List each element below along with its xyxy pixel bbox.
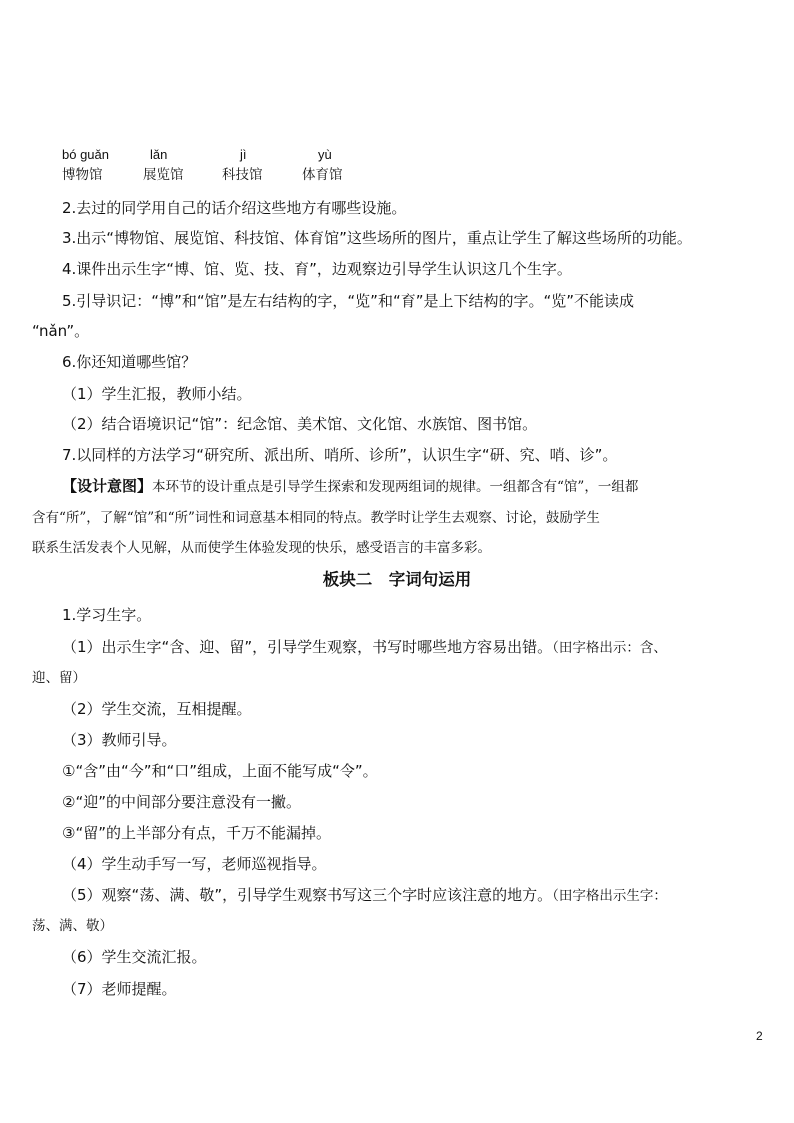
pinyin-bo-guan: bó guǎn xyxy=(62,147,109,162)
step-3: 3.出示“博物馆、展览馆、科技馆、体育馆”这些场所的图片，重点让学生了解这些场所的功能。 xyxy=(62,229,692,247)
step-7: 7.以同样的方法学习“研究所、派出所、哨所、诊所”，认识生字“研、究、哨、诊”。 xyxy=(62,446,618,464)
b2-step-1-5-note-cont: 荡、满、敬） xyxy=(32,918,113,934)
step-2: 2.去过的同学用自己的话介绍这些地方有哪些设施。 xyxy=(62,199,407,217)
b2-step-1-2: （2）学生交流，互相提醒。 xyxy=(62,700,252,718)
section-heading: 板块二 字词句运用 xyxy=(322,570,472,589)
b2-step-1-7: （7）老师提醒。 xyxy=(62,980,177,998)
pinyin-ji: jì xyxy=(240,147,247,162)
design-intent-line-1 xyxy=(62,476,638,497)
pinyin-yu: yù xyxy=(318,147,332,162)
word-zhanlanguan: 展览馆 xyxy=(143,167,184,183)
b2-step-1-1-text: （1）出示生字“含、迎、留”，引导学生观察，书写时哪些地方容易出错。 xyxy=(62,638,553,656)
b2-circle-2: ②“迎”的中间部分要注意没有一撇。 xyxy=(62,793,301,811)
b2-circle-3: ③“留”的上半部分有点，千万不能漏掉。 xyxy=(62,824,331,842)
word-kejiguan: 科技馆 xyxy=(222,167,263,183)
design-intent-line-3: 联系生活发表个人见解，从而使学生体验发现的快乐，感受语言的丰富多彩。 xyxy=(32,540,491,556)
step-6-2: （2）结合语境识记“馆”：纪念馆、美术馆、文化馆、水族馆、图书馆。 xyxy=(62,415,538,433)
page-number: 2 xyxy=(756,1029,763,1043)
step-5-line-1: 5.引导识记：“博”和“馆”是左右结构的字，“览”和“育”是上下结构的字。“览”不能读成 xyxy=(62,292,635,310)
b2-circle-1: ①“含”由“今”和“口”组成，上面不能写成“令”。 xyxy=(62,762,378,780)
step-6: 6.你还知道哪些馆？ xyxy=(62,353,197,371)
b2-step-1-5-text: （5）观察“荡、满、敬”，引导学生观察书写这三个字时应该注意的地方。 xyxy=(62,886,553,904)
b2-step-1-3: （3）教师引导。 xyxy=(62,731,177,749)
b2-step-1-6: （6）学生交流汇报。 xyxy=(62,948,207,966)
b2-step-1-1 xyxy=(62,637,667,658)
b2-step-1-5 xyxy=(62,885,667,906)
step-5-line-2: “nǎn”。 xyxy=(32,322,90,340)
b2-step-1-1-note: （田字格出示：含、 xyxy=(552,640,667,656)
word-tiyuguan: 体育馆 xyxy=(302,167,343,183)
b2-step-1-1-note-cont: 迎、留） xyxy=(32,670,86,686)
design-intent-label: 【设计意图】 xyxy=(62,477,153,495)
b2-step-1-5-note: （田字格出示生字： xyxy=(552,888,667,904)
step-4: 4.课件出示生字“博、馆、览、技、育”，边观察边引导学生认识这几个生字。 xyxy=(62,260,572,278)
design-intent-text: 本环节的设计重点是引导学生探索和发现两组词的规律。一组都含有“馆”，一组都 xyxy=(152,479,639,495)
word-bowuguan: 博物馆 xyxy=(62,167,103,183)
b2-step-1: 1.学习生字。 xyxy=(62,606,152,624)
design-intent-line-2: 含有“所”，了解“馆”和“所”词性和词意基本相同的特点。教学时让学生去观察、讨论，鼓励学生 xyxy=(32,510,600,526)
step-6-1: （1）学生汇报，教师小结。 xyxy=(62,385,252,403)
pinyin-lan: lǎn xyxy=(150,147,168,162)
b2-step-1-4: （4）学生动手写一写，老师巡视指导。 xyxy=(62,855,327,873)
